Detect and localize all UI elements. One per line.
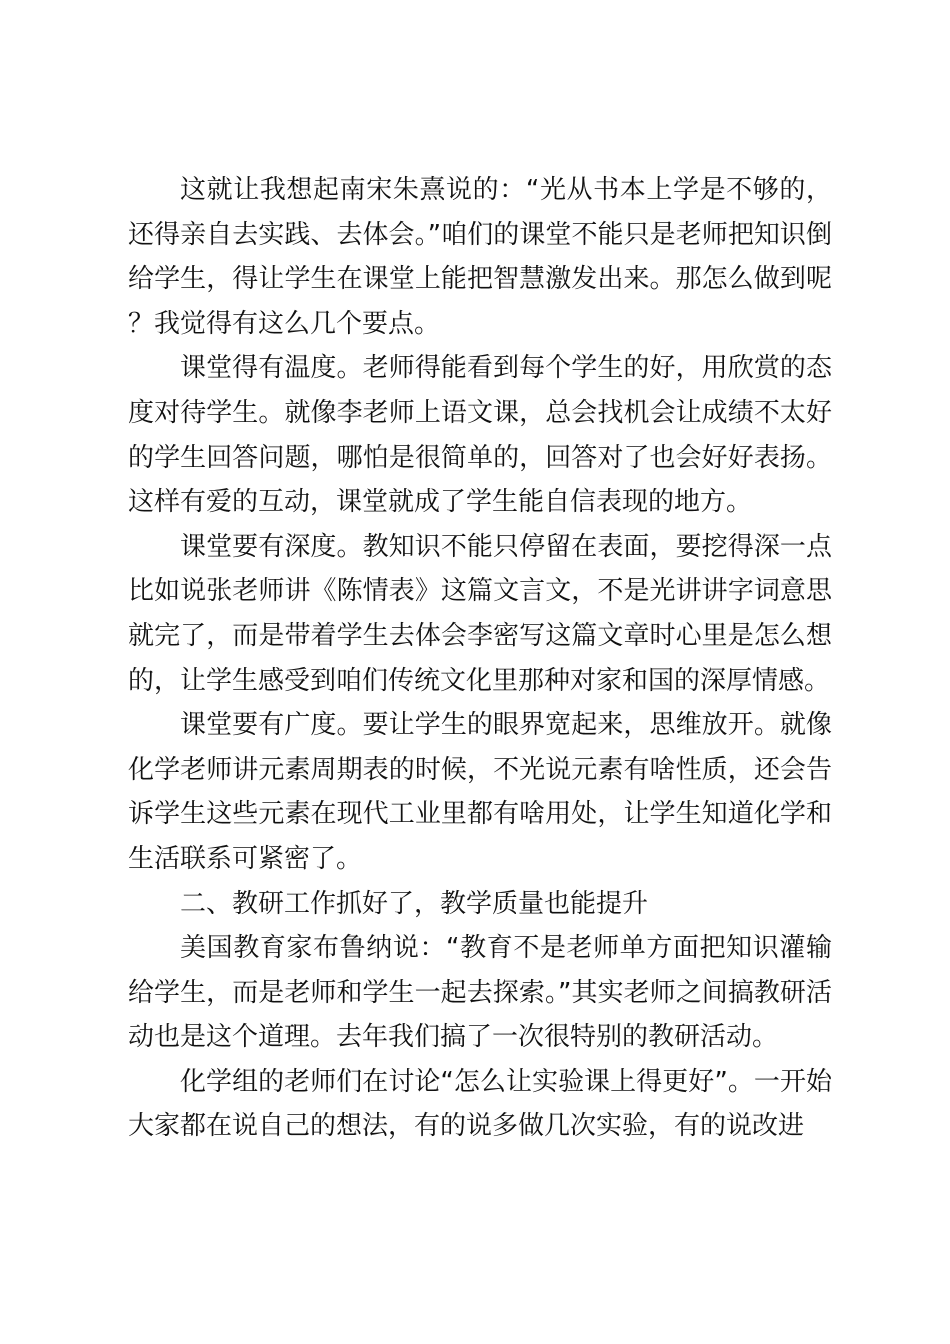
body-text: [128, 168, 832, 1149]
paragraph-zhu-xi-quote: 这就让我想起南宋朱熹说的：“光从书本上学是不够的，还得亲自去实践、去体会。”咱们的课堂不能只是老师把知识倒给学生，得让学生在课堂上能把智慧激发出来。那怎么做到呢？我觉得有这么几个要点。: [128, 175, 832, 339]
paragraph-classroom-depth: 课堂要有深度。教知识不能只停留在表面，要挖得深一点比如说张老师讲《陈情表》这篇文言文，不是光讲讲字词意思就完了，而是带着学生去体会李密写这篇文章时心里是怎么想的，让学生感受到咱们传统文化里那种对家和国的深厚情感。: [128, 531, 832, 696]
paragraph-bruner-quote: 美国教育家布鲁纳说：“教育不是老师单方面把知识灌输给学生，而是老师和学生一起去探索。”其实老师之间搞教研活动也是这个道理。去年我们搞了一次很特别的教研活动。: [128, 933, 832, 1053]
paragraph-classroom-breadth: 课堂要有广度。要让学生的眼界宽起来，思维放开。就像化学老师讲元素周期表的时候，不光说元素有啥性质，还会告诉学生这些元素在现代工业里都有啥用处，让学生知道化学和生活联系可紧密了。: [128, 710, 832, 874]
paragraph-classroom-warmth: 课堂得有温度。老师得能看到每个学生的好，用欣赏的态度对待学生。就像李老师上语文课，总会找机会让成绩不太好的学生回答问题，哪怕是很简单的，回答对了也会好好表扬。这样有爱的互动，课堂就成了学生能自信表现的地方。: [128, 353, 832, 518]
paragraph-chemistry-group: 化学组的老师们在讨论“怎么让实验课上得更好”。一开始大家都在说自己的想法，有的说多做几次实验，有的说改进: [128, 1066, 832, 1142]
section-heading-teaching-research: 二、教研工作抓好了，教学质量也能提升: [180, 888, 649, 919]
